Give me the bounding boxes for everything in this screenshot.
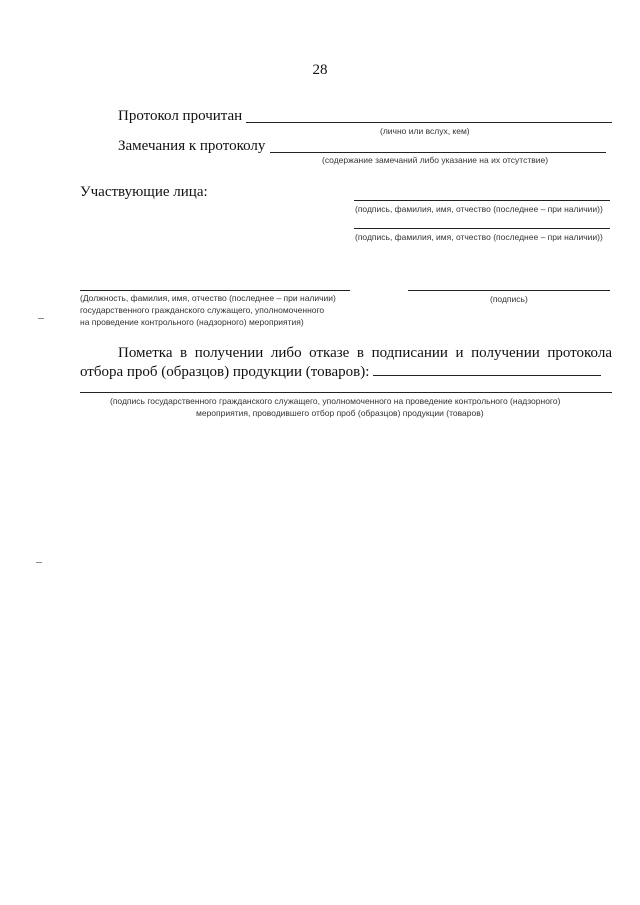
remarks-label: Замечания к протоколу — [118, 138, 266, 154]
refusal-caption-line2: мероприятия, проводившего отбор проб (образцов) продукции (товаров) — [196, 408, 484, 418]
official-caption-line2: государственного гражданского служащего, уполномоченного — [80, 305, 325, 315]
participant-signature-line-2 — [354, 228, 610, 229]
official-caption-line1: (Должность, фамилия, имя, отчество (последнее – при наличии) — [80, 293, 336, 303]
official-name-line — [80, 290, 350, 291]
participants-label: Участвующие лица: — [80, 184, 208, 200]
protocol-read-caption: (лично или вслух, кем) — [380, 126, 470, 136]
refusal-note — [80, 344, 612, 382]
protocol-read-line — [246, 122, 612, 123]
remarks-caption: (содержание замечаний либо указание на их отсутствие) — [322, 155, 549, 165]
participant-caption-2: (подпись, фамилия, имя, отчество (последнее – при наличии)) — [355, 232, 603, 242]
remarks-line — [270, 152, 606, 153]
page-number: 28 — [312, 62, 328, 78]
refusal-signature-line — [80, 392, 612, 393]
scan-mark — [38, 318, 44, 319]
official-caption-line3: на проведение контрольного (надзорного) мероприятия) — [80, 317, 304, 327]
refusal-caption-line1: (подпись государственного гражданского служащего, уполномоченного на проведение контрольного (надзорного) — [110, 396, 561, 406]
refusal-note-fill-line — [373, 363, 601, 376]
official-signature-caption: (подпись) — [490, 294, 528, 304]
scan-mark — [36, 562, 42, 563]
protocol-read-label: Протокол прочитан — [118, 108, 243, 124]
participant-signature-line-1 — [354, 200, 610, 201]
refusal-note-text: Пометка в получении либо отказе в подписании и получении протокола отбора проб (образцов) продукции (товаров): — [80, 345, 612, 380]
official-signature-line — [408, 290, 610, 291]
participant-caption-1: (подпись, фамилия, имя, отчество (последнее – при наличии)) — [355, 204, 603, 214]
